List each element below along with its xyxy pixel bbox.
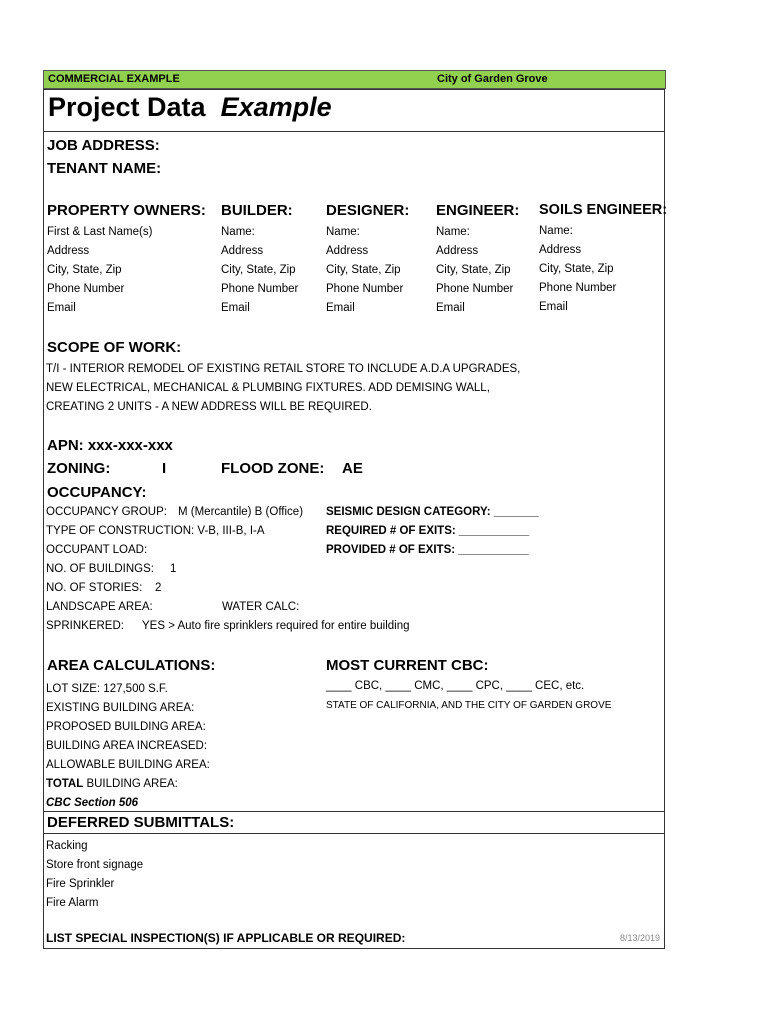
owners-line: Phone Number (47, 283, 125, 295)
cbc-heading: MOST CURRENT CBC: (326, 657, 489, 674)
provided-exits: PROVIDED # OF EXITS: ___________ (326, 544, 529, 556)
designer-line: Name: (326, 226, 360, 238)
occupancy-group-value: M (Mercantile) B (Office) (178, 506, 304, 518)
job-address-label: JOB ADDRESS: (47, 137, 160, 154)
engineer-line: City, State, Zip (436, 264, 511, 276)
owners-heading: PROPERTY OWNERS: (47, 202, 206, 219)
list-item: Fire Alarm (46, 897, 99, 909)
soils-heading: SOILS ENGINEER: (539, 202, 668, 218)
cbc-section: CBC Section 506 (46, 797, 139, 809)
occupancy-group-label: OCCUPANCY GROUP: (46, 506, 167, 518)
engineer-line: Phone Number (436, 283, 514, 295)
engineer-line: Email (436, 302, 465, 314)
list-item: Racking (46, 840, 88, 852)
construction-type: TYPE OF CONSTRUCTION: V-B, III-B, I-A (46, 525, 265, 537)
owners-line: First & Last Name(s) (47, 226, 153, 238)
designer-heading: DESIGNER: (326, 202, 410, 219)
title-main: Project Data (48, 92, 206, 122)
apn-label: APN: xxx-xxx-xxx (47, 437, 173, 454)
builder-line: Address (221, 245, 264, 257)
engineer-column (436, 202, 519, 318)
banner-right-text: City of Garden Grove (437, 73, 548, 85)
buildings-value: 1 (170, 563, 177, 575)
special-inspections: LIST SPECIAL INSPECTION(S) IF APPLICABLE OR REQUIRED: (46, 931, 406, 945)
owners-line: Email (47, 302, 76, 314)
occupancy-heading: OCCUPANCY: (47, 484, 147, 501)
builder-line: City, State, Zip (221, 264, 296, 276)
scope-heading: SCOPE OF WORK: (47, 339, 182, 356)
stories-value: 2 (155, 582, 162, 594)
owners-line: City, State, Zip (47, 264, 122, 276)
deferred-heading: DEFERRED SUBMITTALS: (47, 814, 235, 831)
zoning-value: I (162, 460, 167, 477)
soils-line: Phone Number (539, 282, 617, 294)
scope-line: NEW ELECTRICAL, MECHANICAL & PLUMBING FIXTURES. ADD DEMISING WALL, (46, 382, 490, 394)
cbc-codes: ____ CBC, ____ CMC, ____ CPC, ____ CEC, etc. (326, 680, 585, 692)
owners-column (47, 202, 206, 318)
header-banner (43, 70, 666, 89)
occupant-load: OCCUPANT LOAD: (46, 544, 148, 556)
scope-text (46, 360, 520, 417)
total-bold: TOTAL (46, 778, 84, 790)
flood-zone-label: FLOOD ZONE: (221, 460, 325, 477)
soils-line: Address (539, 244, 582, 256)
soils-line: City, State, Zip (539, 263, 614, 275)
owners-line: Address (47, 245, 90, 257)
sprinkered-label: SPRINKERED: (46, 620, 124, 632)
banner-left-text: COMMERCIAL EXAMPLE (48, 73, 180, 85)
required-exits: REQUIRED # OF EXITS: ___________ (326, 525, 530, 537)
engineer-line: Name: (436, 226, 470, 238)
zoning-label: ZONING: (47, 460, 111, 477)
increased-area: BUILDING AREA INCREASED: (46, 740, 208, 752)
designer-line: Phone Number (326, 283, 404, 295)
title-italic: Example (220, 92, 332, 122)
builder-line: Name: (221, 226, 255, 238)
area-lines (46, 680, 210, 813)
proposed-area: PROPOSED BUILDING AREA: (46, 721, 206, 733)
list-item: Fire Sprinkler (46, 878, 115, 890)
area-heading: AREA CALCULATIONS: (47, 657, 216, 674)
seismic-category: SEISMIC DESIGN CATEGORY: _______ (326, 506, 539, 518)
designer-column (326, 202, 409, 318)
cbc-state: STATE OF CALIFORNIA, AND THE CITY OF GARDEN GROVE (326, 700, 612, 711)
stories-label: NO. OF STORIES: (46, 582, 143, 594)
builder-heading: BUILDER: (221, 202, 293, 219)
existing-area: EXISTING BUILDING AREA: (46, 702, 195, 714)
builder-line: Phone Number (221, 283, 299, 295)
revision-date: 8/13/2019 (620, 933, 661, 943)
soils-line: Name: (539, 225, 573, 237)
landscape-area: LANDSCAPE AREA: (46, 601, 153, 613)
lot-size: LOT SIZE: 127,500 S.F. (46, 683, 168, 695)
allowable-area: ALLOWABLE BUILDING AREA: (46, 759, 210, 771)
engineer-heading: ENGINEER: (436, 202, 520, 219)
soils-line: Email (539, 301, 568, 313)
designer-line: Email (326, 302, 355, 314)
total-rest: BUILDING AREA: (83, 778, 178, 790)
flood-zone-value: AE (342, 460, 363, 477)
designer-line: City, State, Zip (326, 264, 401, 276)
designer-line: Address (326, 245, 369, 257)
tenant-name-label: TENANT NAME: (47, 160, 162, 177)
sprinkered-value: YES > Auto fire sprinklers required for entire building (142, 620, 410, 632)
builder-column (221, 202, 298, 318)
scope-line: T/I - INTERIOR REMODEL OF EXISTING RETAIL STORE TO INCLUDE A.D.A UPGRADES, (46, 363, 521, 375)
soils-column (539, 202, 667, 317)
list-item: Store front signage (46, 859, 144, 871)
engineer-line: Address (436, 245, 479, 257)
builder-line: Email (221, 302, 250, 314)
water-calc: WATER CALC: (222, 601, 300, 613)
deferred-list (46, 837, 143, 913)
page-title (48, 92, 332, 123)
buildings-label: NO. OF BUILDINGS: (46, 563, 154, 575)
total-area (46, 775, 210, 794)
scope-line: CREATING 2 UNITS - A NEW ADDRESS WILL BE REQUIRED. (46, 401, 372, 413)
